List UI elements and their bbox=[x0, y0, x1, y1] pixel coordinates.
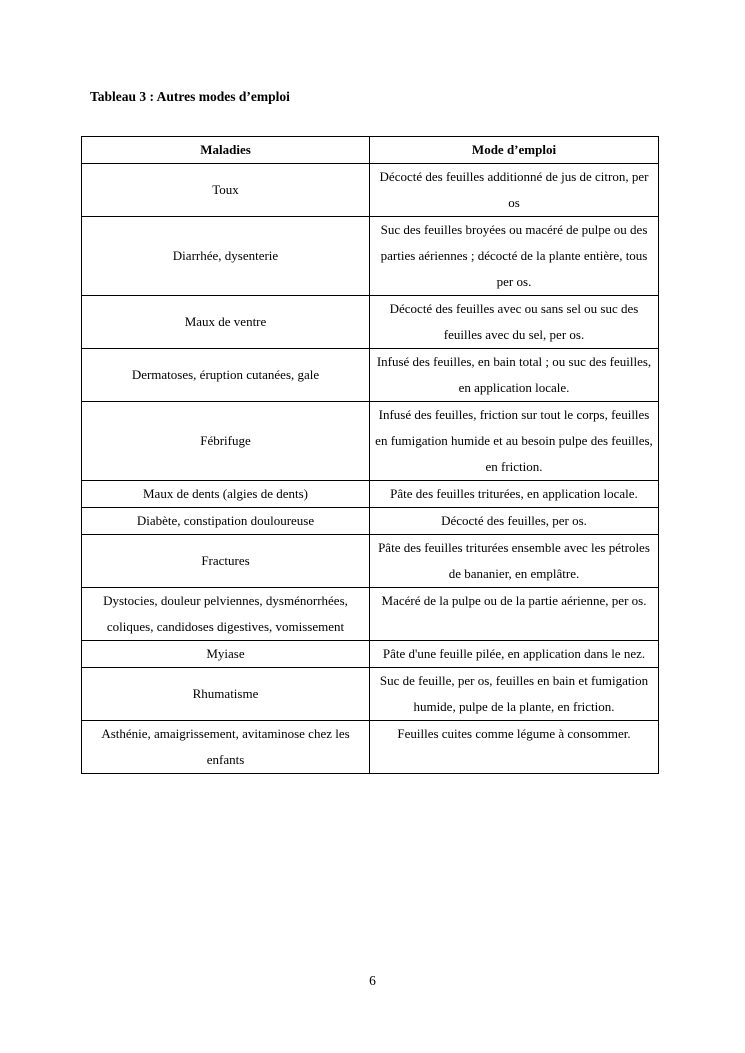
disease-cell: Maux de dents (algies de dents) bbox=[82, 481, 370, 508]
method-cell: Décocté des feuilles, per os. bbox=[370, 508, 659, 535]
disease-cell: Dermatoses, éruption cutanées, gale bbox=[82, 349, 370, 402]
table-row bbox=[82, 481, 659, 508]
disease-cell: Diarrhée, dysenterie bbox=[82, 217, 370, 296]
disease-cell: Myiase bbox=[82, 641, 370, 668]
disease-cell: Toux bbox=[82, 164, 370, 217]
table-row bbox=[82, 508, 659, 535]
table-header-row bbox=[82, 137, 659, 164]
disease-cell: Fébrifuge bbox=[82, 402, 370, 481]
table-row bbox=[82, 721, 659, 774]
header-mode-emploi: Mode d’emploi bbox=[370, 137, 659, 164]
table-row bbox=[82, 164, 659, 217]
method-cell: Décocté des feuilles avec ou sans sel ou suc des feuilles avec du sel, per os. bbox=[370, 296, 659, 349]
disease-cell: Maux de ventre bbox=[82, 296, 370, 349]
table-row bbox=[82, 217, 659, 296]
usage-table bbox=[81, 136, 659, 774]
table-row bbox=[82, 535, 659, 588]
method-cell: Décocté des feuilles additionné de jus de citron, per os bbox=[370, 164, 659, 217]
table-row bbox=[82, 588, 659, 641]
table-row bbox=[82, 668, 659, 721]
table-row bbox=[82, 296, 659, 349]
table-row bbox=[82, 402, 659, 481]
disease-cell: Diabète, constipation douloureuse bbox=[82, 508, 370, 535]
header-maladies: Maladies bbox=[82, 137, 370, 164]
method-cell: Pâte des feuilles triturées ensemble avec les pétroles de bananier, en emplâtre. bbox=[370, 535, 659, 588]
disease-cell: Dystocies, douleur pelviennes, dysménorrhées, coliques, candidoses digestives, vomissement bbox=[82, 588, 370, 641]
method-cell: Feuilles cuites comme légume à consommer. bbox=[370, 721, 659, 774]
page-number: 6 bbox=[369, 973, 376, 988]
table-row bbox=[82, 641, 659, 668]
method-cell: Suc des feuilles broyées ou macéré de pulpe ou des parties aériennes ; décocté de la plante entière, tous per os. bbox=[370, 217, 659, 296]
disease-cell: Asthénie, amaigrissement, avitaminose chez les enfants bbox=[82, 721, 370, 774]
disease-cell: Rhumatisme bbox=[82, 668, 370, 721]
method-cell: Pâte des feuilles triturées, en application locale. bbox=[370, 481, 659, 508]
method-cell: Infusé des feuilles, en bain total ; ou suc des feuilles, en application locale. bbox=[370, 349, 659, 402]
method-cell: Macéré de la pulpe ou de la partie aérienne, per os. bbox=[370, 588, 659, 641]
disease-cell: Fractures bbox=[82, 535, 370, 588]
table-row bbox=[82, 349, 659, 402]
method-cell: Pâte d'une feuille pilée, en application dans le nez. bbox=[370, 641, 659, 668]
method-cell: Suc de feuille, per os, feuilles en bain et fumigation humide, pulpe de la plante, en friction. bbox=[370, 668, 659, 721]
table-caption: Tableau 3 : Autres modes d’emploi bbox=[90, 89, 290, 104]
method-cell: Infusé des feuilles, friction sur tout le corps, feuilles en fumigation humide et au besoin pulpe des feuilles, en friction. bbox=[370, 402, 659, 481]
